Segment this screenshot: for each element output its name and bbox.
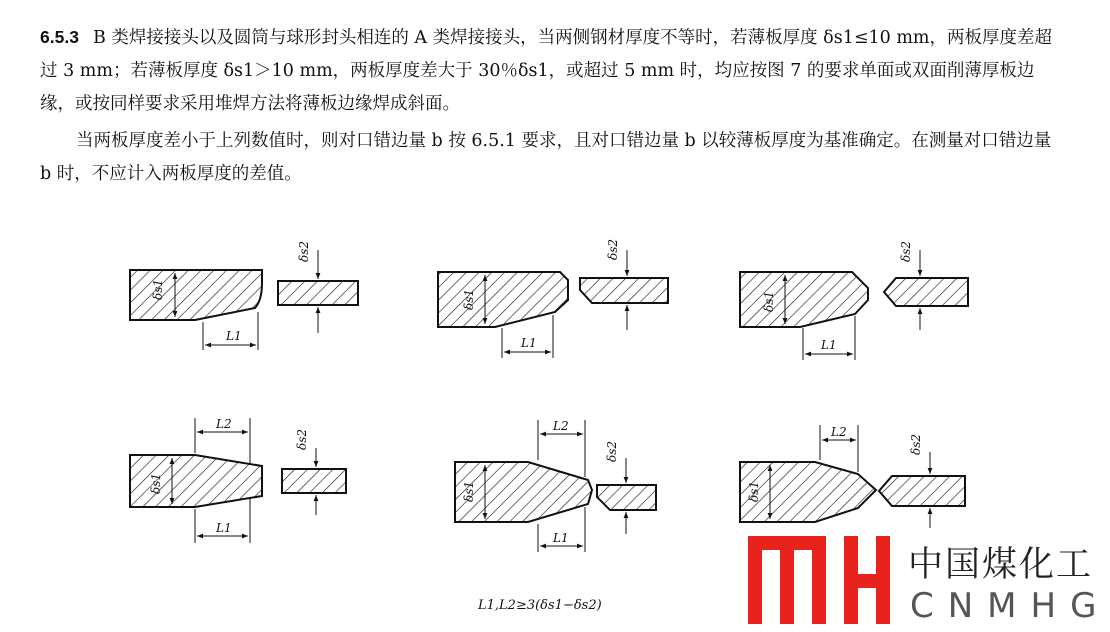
- d4-ds1-label: δs1: [149, 472, 163, 494]
- d5-ds2-label: δs2: [605, 440, 619, 462]
- d1-ds1-label: δs1: [151, 278, 165, 300]
- paragraph-1-text: B 类焊接接头以及圆筒与球形封头相连的 A 类焊接接头，当两侧钢材厚度不等时，若薄板厚度 δs1≤10 mm，两板厚度差超过 3 mm；若薄板厚度 δs1＞10 mm，两板厚度差大于 30％δs1，或超过 5 mm 时，均应按图 7 的要求单面或双面削薄厚板边缘，或按同样要求采用堆焊方法将薄板边缘焊成斜面。: [40, 28, 1053, 114]
- d4-L1-label: L1: [216, 521, 232, 535]
- d4-L2-label: L2: [216, 417, 232, 431]
- d3-L1-label: L1: [821, 338, 837, 352]
- figure-formula: L1,L2≥3(δs1−δs2): [478, 598, 602, 613]
- diagram-6: [740, 425, 965, 528]
- d6-L2-label: L2: [831, 425, 847, 439]
- diagram-2: [438, 239, 668, 358]
- d2-ds1-label: δs1: [462, 288, 476, 310]
- logo-chinese-text: 中国煤化工: [908, 545, 1094, 585]
- d5-ds1-label: δs1: [462, 480, 476, 502]
- d2-ds2-label: δs2: [606, 238, 620, 260]
- d1-ds2-label: δs2: [297, 240, 311, 262]
- diagram-1: [130, 241, 358, 350]
- d4-ds2-label: δs2: [295, 428, 309, 450]
- section-number: 6.5.3: [40, 27, 79, 47]
- paragraph-2: 当两板厚度差小于上列数值时，则对口错边量 b 按 6.5.1 要求，且对口错边量 b 以较薄板厚度为基准确定。在测量对口错边量 b 时，不应计入两板厚度的差值。: [40, 131, 1052, 184]
- d6-ds1-label: δs1: [747, 480, 761, 502]
- d6-ds2-label: δs2: [909, 433, 923, 455]
- d1-L1-label: L1: [226, 329, 242, 343]
- diagram-4: [130, 417, 346, 543]
- d5-L1-label: L1: [553, 531, 569, 545]
- d3-ds2-label: δs2: [899, 240, 913, 262]
- d3-ds1-label: δs1: [762, 290, 776, 312]
- logo-english-text: CNMHG: [910, 586, 1110, 626]
- d2-L1-label: L1: [521, 336, 537, 350]
- d5-L2-label: L2: [553, 419, 569, 433]
- cnmhg-logo-icon: [748, 530, 893, 630]
- diagram-5: [455, 419, 656, 552]
- diagram-3: [740, 241, 968, 360]
